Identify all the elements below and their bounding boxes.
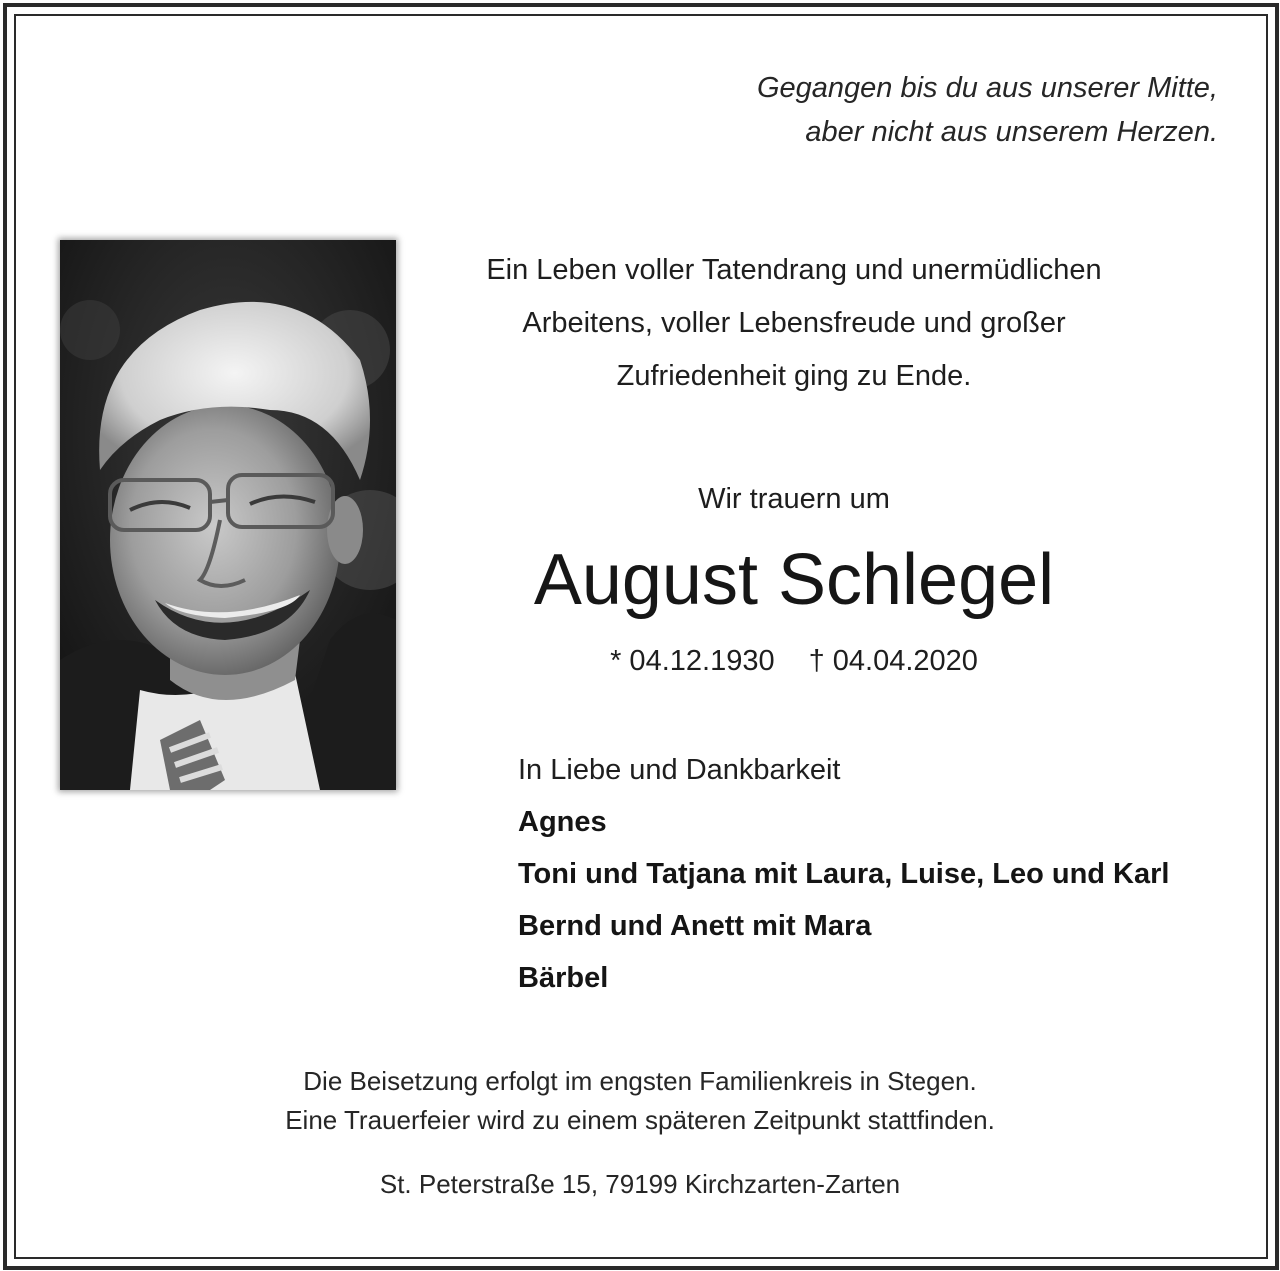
- intro-text: [420, 244, 1168, 403]
- portrait-photo: [60, 240, 396, 790]
- birth-date: * 04.12.1930: [610, 645, 775, 677]
- intro-line-1: Ein Leben voller Tatendrang und unermüdlichen: [486, 254, 1102, 286]
- mourner-line: Agnes: [518, 806, 607, 838]
- family-heading: In Liebe und Dankbarkeit: [518, 754, 841, 786]
- motto-line-1: Gegangen bis du aus unserer Mitte,: [756, 72, 1218, 104]
- mourner-line: Bernd und Anett mit Mara: [518, 910, 872, 942]
- intro-line-3: Zufriedenheit ging zu Ende.: [616, 360, 972, 392]
- life-dates: [420, 638, 1168, 684]
- deceased-name: August Schlegel: [533, 540, 1055, 620]
- funeral-line-2: Eine Trauerfeier wird zu einem späteren Zeitpunkt stattfinden.: [285, 1105, 995, 1135]
- funeral-line-1: Die Beisetzung erfolgt im engsten Familienkreis in Stegen.: [303, 1066, 977, 1096]
- mourner-line: Toni und Tatjana mit Laura, Luise, Leo und Karl: [518, 858, 1170, 890]
- address: St. Peterstraße 15, 79199 Kirchzarten-Zarten: [379, 1169, 901, 1199]
- motto-line-2: aber nicht aus unserem Herzen.: [805, 116, 1218, 148]
- mourner-line: Bärbel: [518, 962, 609, 994]
- funeral-notice: [0, 1062, 1280, 1140]
- motto: [757, 66, 1218, 154]
- death-date: † 04.04.2020: [808, 645, 978, 677]
- family-section: [518, 744, 1169, 1004]
- mourning-phrase: Wir trauern um: [698, 483, 890, 515]
- portrait-icon: [60, 240, 396, 790]
- intro-line-2: Arbeitens, voller Lebensfreude und großer: [522, 307, 1066, 339]
